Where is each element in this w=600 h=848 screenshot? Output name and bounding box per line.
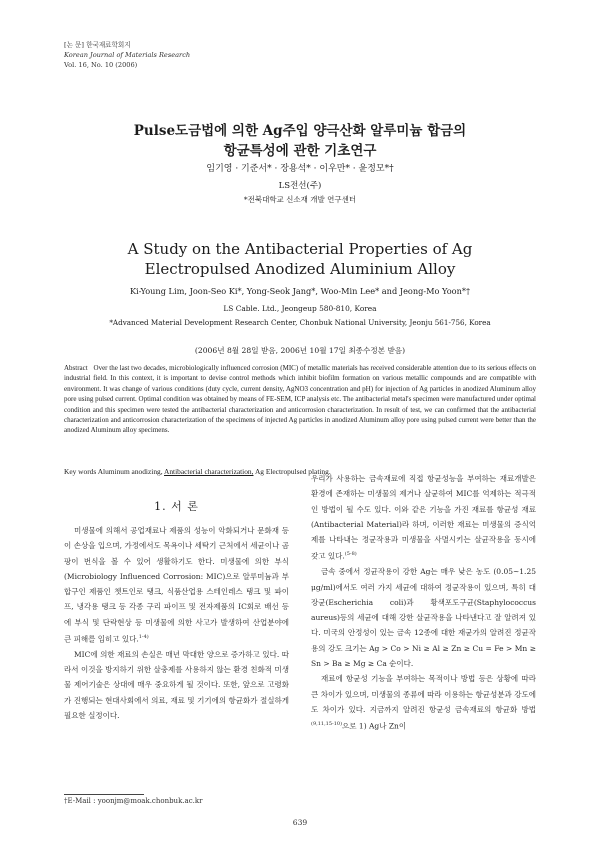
keyword-3: Ag Electropulsed plating. bbox=[254, 467, 331, 476]
abstract bbox=[64, 363, 536, 436]
abstract-text: Over the last two decades, microbiologically influenced corrosion (MIC) of metallic materials has received considerable attention due to its serious effects on industrial field. In this context, it is important to devise control methods which inhibit biofilm formation on various metallic compounds and are compatible with environment. It was change of various conditions (duty cycle, current density, AgNO3 concentration and pH) for injection of Ag particles in anodized Aluminum alloy pore using pulsed current. Optimal condition was obtained by means of FE-SEM, ICP analysis etc. The antibacterial metal's specimen were manufactured under optimal condition and this specimen were tested the antibacterial characterization and anticorrosion characterization. In result of test, we can confirmed that the antibacterial characterization and anticorrosion characterization of the specimens of injected Ag particles in anodized Aluminum alloy pore using pulsed current were better than the anodized Aluminum alloy specimens. bbox=[64, 364, 536, 435]
body-column-left bbox=[64, 523, 289, 723]
english-authors: Ki-Young Lim, Joon-Seo Ki*, Yong-Seok Jang*, Woo-Min Lee* and Jeong-Mo Yoon*† bbox=[129, 286, 471, 296]
footnote-email: †E-Mail : yoonjm@moak.chonbuk.ac.kr bbox=[64, 797, 203, 805]
right-paragraph-1-text: 우리가 사용하는 금속재료에 직접 항균성능을 부여하는 재료개발은 환경에 존재하는 미생물의 제거나 살균하여 MIC를 억제하는 적극적인 방법이 될 수도 있다. 이와 같은 기능을 가진 재료를 항균성 재료(Antibacterial Material)라 하며, 이러한 재료는 미생물의 증식억제를 나타내는 정균작용과 미생물을 사멸시키는 살균작용을 동시에 갖고 있다. bbox=[311, 474, 536, 561]
page-number: 639 bbox=[292, 818, 308, 827]
right-paragraph-3-text: 재료에 항균성 기능을 부여하는 목적이나 방법 등은 상황에 따라 큰 차이가 있으며, 미생물의 종류에 따라 이용하는 항균성분과 강도에도 차이가 있다. 지금까지 알려진 항균성 금속재료의 항균화 방법 bbox=[311, 674, 536, 714]
korean-title-line-2: 항균특성에 관한 기초연구 bbox=[223, 143, 377, 159]
english-title bbox=[0, 239, 600, 279]
right-paragraph-3-tail: 으로 1) Ag나 Zn이 bbox=[342, 721, 407, 731]
english-affiliation-2: *Advanced Material Development Research Center, Chonbuk National University, Jeonju 561-756, Korea bbox=[109, 318, 491, 327]
english-affiliation-1: LS Cable. Ltd., Jeongeup 580-810, Korea bbox=[223, 304, 377, 313]
keyword-2: Antibacterial characterization, bbox=[164, 467, 254, 476]
section-title-introduction: 1. 서 론 bbox=[154, 500, 199, 513]
left-paragraph-1 bbox=[64, 523, 289, 647]
right-paragraph-1 bbox=[311, 471, 536, 564]
english-title-line-1: A Study on the Antibacterial Properties of Ag bbox=[127, 240, 473, 258]
korean-title bbox=[0, 121, 600, 161]
korean-affiliation-1: LS전선(주) bbox=[278, 181, 322, 191]
right-paragraph-2: 금속 중에서 정균작용이 강한 Ag는 매우 낮은 농도 (0.05~1.25 μg/ml)에서도 여러 가지 세균에 대하여 정균작용이 있으며, 특히 대장균(Escherichia coli)과 황색포도구균(Staphylococcus aureus)등의 세균에 대해 강한 살균작용을 나타낸다고 잘 알려져 있다. 미국의 안정성이 있는 금속 12종에 대한 재균가의 알려진 정균작용의 강도 크기는 Ag > Co > Ni ≥ Al ≥ Zn ≥ Cu = Fe > Mn ≥ Sn > Ba ≥ Mg ≥ Ca 순이다. bbox=[311, 567, 536, 669]
right-paragraph-1-ref: (5-8) bbox=[344, 551, 357, 558]
left-paragraph-1-text: 미생물에 의해서 공업재료나 제품의 성능이 악화되거나 문화재 등이 손상을 입으며, 가정에서도 목욕이나 세탁기 근처에서 세균이나 곰팡이 번식을 볼 수 있어 생활하기도 한다. 미생물에 의한 부식(Microbiology Influenced Corrosion: MIC)으로 알루미늄과 부합구인 제품인 쳇트인로 탱크, 식품산업용 스테인레스 탱크 및 파이프, 냉각용 탱크 등 각종 구리 파이프 및 전자제품의 IC회로 배선 등에 부식 및 단락현상 등 미생물에 의한 사고가 발생하여 산업분야에 큰 피해를 입히고 있다. bbox=[64, 526, 289, 644]
journal-name: Korean Journal of Materials Research bbox=[64, 51, 191, 59]
footnote-divider bbox=[64, 794, 144, 795]
left-paragraph-2: MIC에 의한 재료의 손실은 매년 막대한 양으로 증가하고 있다. 따라서 이것을 방지하기 위한 살충제를 사용하지 않는 환경 친화적 미생물 제어기술은 상대에 매우 중요하게 될 것이다. 또한, 앞으로 고령화가 진행되는 현대사회에서 의료, 재료 및 기기에의 항균화가 절실하게 필요한 실정이다. bbox=[64, 649, 289, 721]
keywords-label: Key words bbox=[64, 467, 97, 476]
english-title-line-2: Electropulsed Anodized Aluminium Alloy bbox=[144, 260, 456, 278]
korean-title-line-1: Pulse도금법에 의한 Ag주입 양극산화 알루미늄 합금의 bbox=[133, 123, 467, 139]
abstract-label: Abstract bbox=[64, 364, 88, 372]
journal-header bbox=[64, 40, 190, 70]
keyword-1: Aluminum anodizing, bbox=[97, 467, 163, 476]
received-dates: (2006년 8월 28일 받음, 2006년 10월 17일 최종수정본 받음) bbox=[194, 346, 406, 355]
journal-category: [논 문] 한국재료학회지 bbox=[64, 41, 131, 49]
body-column-right bbox=[311, 471, 536, 734]
left-paragraph-1-ref: 1-4) bbox=[138, 634, 149, 641]
korean-affiliation-2: *전북대학교 신소재 개발 연구센터 bbox=[243, 195, 357, 204]
korean-authors: 임기영 · 기준서* · 장용석* · 이우만* · 윤정모*† bbox=[206, 164, 394, 174]
right-paragraph-3 bbox=[311, 671, 536, 734]
right-paragraph-3-ref: (9,11,15-10) bbox=[311, 721, 343, 728]
journal-volume: Vol. 16, No. 10 (2006) bbox=[64, 61, 138, 69]
